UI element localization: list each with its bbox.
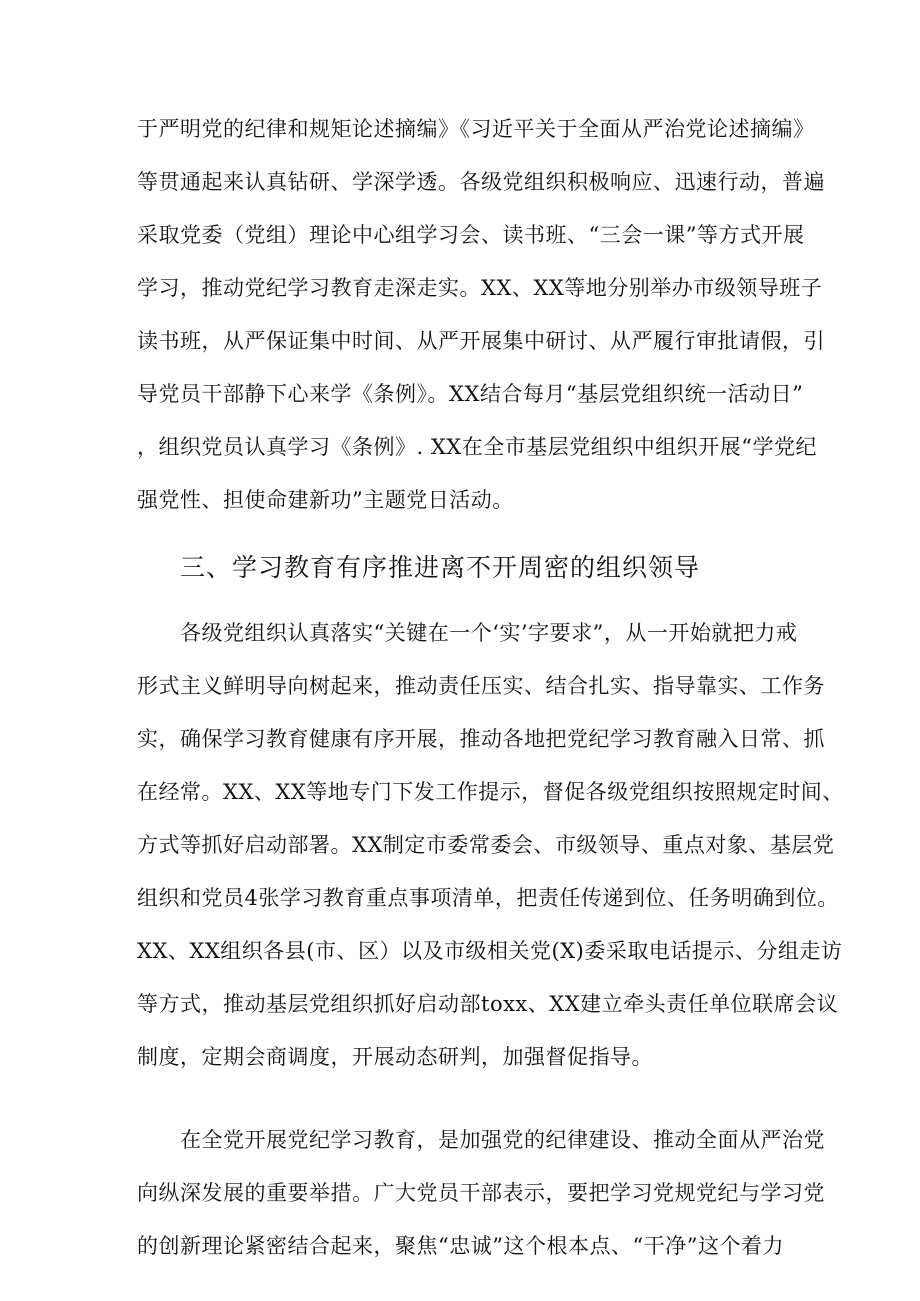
paragraph-3-line-3: 的创新理论紧密结合起来，聚焦“忠诚”这个根本点、“干净”这个着力 [137,1234,784,1258]
paragraph-2-line-2: 形式主义鲜明导向树起来，推动责任压实、结合扎实、指导靠实、工作务 [137,674,825,698]
paragraph-2-line-1: 各级党组织认真落实“关键在一个‘实’字要求”，从一开始就把力戒 [180,621,798,645]
paragraph-1-line-3: 采取党委（党组）理论中心组学习会、读书班、“三会一课”等方式开展 [137,223,805,247]
paragraph-1-line-8: 强党性、担使命建新功”主题党日活动。 [137,488,514,512]
paragraph-2-line-5: 方式等抓好启动部署。XX制定市委常委会、市级领导、重点对象、基层党 [137,833,835,857]
section-heading-3: 三、学习教育有序推进离不开周密的组织领导 [180,553,701,582]
paragraph-1-line-6: 导党员干部静下心来学《条例》。XX结合每月“基层党组织统一活动日” [137,382,804,406]
paragraph-2-line-7: XX、XX组织各县(市、区）以及市级相关党(X)委采取电话提示、分组走访 [137,939,843,963]
paragraph-1-line-5: 读书班，从严保证集中时间、从严开展集中研讨、从严履行审批请假，引 [137,329,825,353]
paragraph-3-line-1: 在全党开展党纪学习教育，是加强党的纪律建设、推动全面从严治党 [180,1128,825,1152]
paragraph-1-line-4: 学习，推动党纪学习教育走深走实。XX、XX等地分别举办市级领导班子 [137,276,823,300]
paragraph-1-line-2: 等贯通起来认真钻研、学深学透。各级党组织积极响应、迅速行动，普遍 [137,170,825,194]
paragraph-2-line-6: 组织和党员4张学习教育重点事项清单，把责任传递到位、任务明确到位。 [137,886,839,910]
paragraph-2-line-8: 等方式，推动基层党组织抓好启动部toxx、XX建立牵头责任单位联席会议 [137,992,839,1016]
paragraph-2-line-9: 制度，定期会商调度，开展动态研判，加强督促指导。 [137,1045,653,1069]
paragraph-1-line-7: ，组织党员认真学习《条例》. XX在全市基层党组织中组织开展“学党纪 [137,435,817,459]
paragraph-3-line-2: 向纵深发展的重要举措。广大党员干部表示，要把学习党规党纪与学习党 [137,1181,825,1205]
paragraph-2-line-4: 在经常。XX、XX等地专门下发工作提示，督促各级党组织按照规定时间、 [137,780,844,804]
paragraph-1-line-1: 于严明党的纪律和规矩论述摘编》《习近平关于全面从严治党论述摘编》 [137,117,815,141]
paragraph-2-line-3: 实，确保学习教育健康有序开展，推动各地把党纪学习教育融入日常、抓 [137,727,825,751]
